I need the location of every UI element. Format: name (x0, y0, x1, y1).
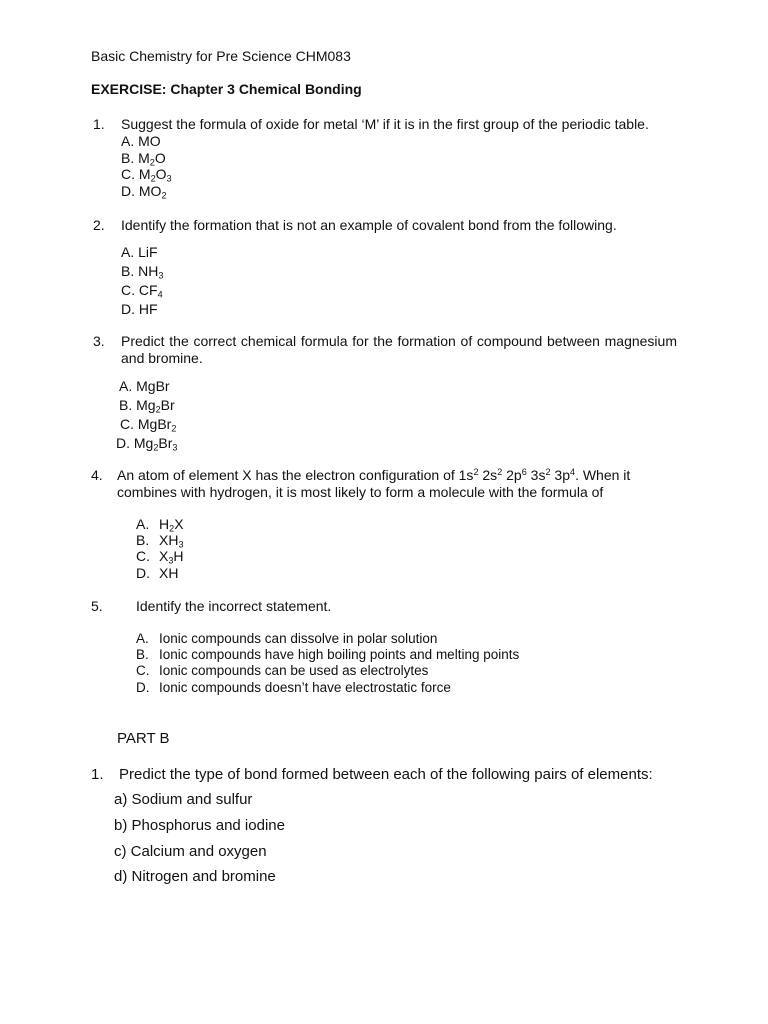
q3-text-line1: Predict the correct chemical formula for the formation of compound between magnesium (121, 333, 677, 349)
q5-option-d-letter: D. (136, 680, 150, 695)
q2-option-d: D. HF (121, 301, 158, 317)
q5-option-b-letter: B. (136, 647, 149, 662)
part-b-q1-number: 1. (91, 766, 104, 783)
q3-text (121, 333, 677, 349)
q4-option-c: $X_3H$ (159, 548, 184, 566)
part-b-item-d: d) Nitrogen and bromine (114, 868, 276, 885)
part-b-item-c: c) Calcium and oxygen (114, 843, 267, 860)
course-title: Basic Chemistry for Pre Science CHM083 (91, 48, 351, 64)
q4-option-d-letter: D. (136, 565, 150, 581)
q5-option-a: Ionic compounds can dissolve in polar solution (159, 631, 438, 646)
q4-text-line2: combines with hydrogen, it is most likely to form a molecule with the formula of (117, 484, 604, 500)
q4-number: 4. (91, 467, 103, 483)
q3-option-c: C. MgBr$_2$ (120, 416, 177, 434)
part-b-q1-text: Predict the type of bond formed between each of the following pairs of elements: (119, 766, 653, 783)
q5-option-c: Ionic compounds can be used as electrolytes (159, 663, 429, 678)
q5-option-a-letter: A. (136, 631, 149, 646)
part-b-item-a: a) Sodium and sulfur (114, 791, 253, 808)
q1-option-c: C. $M_2O_3$ (121, 166, 172, 184)
q3-option-a: A. MgBr (119, 378, 170, 394)
q4-option-c-letter: C. (136, 548, 150, 564)
q1-option-b: B. $M_2O$ (121, 150, 166, 168)
q5-option-d: Ionic compounds doesn’t have electrostatic force (159, 680, 451, 695)
q4-option-a-letter: A. (136, 516, 150, 532)
q2-text: Identify the formation that is not an example of covalent bond from the following. (121, 217, 617, 233)
q3-option-b: B. $Mg_2Br$ (119, 397, 175, 415)
q1-number: 1. (93, 116, 105, 132)
q2-number: 2. (93, 217, 105, 233)
q4-option-b: $XH_3$ (159, 532, 184, 550)
q4-option-d: XH (159, 565, 179, 581)
part-b-item-b: b) Phosphorus and iodine (114, 817, 285, 834)
part-b-heading: PART B (117, 730, 170, 747)
q5-option-b: Ionic compounds have high boiling points and melting points (159, 647, 520, 662)
q4-option-a: $H_2X$ (159, 516, 184, 534)
q2-option-a: A. LiF (121, 244, 158, 260)
q3-option-d: D. $Mg_2Br_3$ (116, 435, 178, 453)
exercise-title: EXERCISE: Chapter 3 Chemical Bonding (91, 81, 362, 97)
q4-option-b-letter: B. (136, 532, 150, 548)
q5-text: Identify the incorrect statement. (136, 598, 332, 614)
q1-option-d: D. $MO_2$ (121, 183, 167, 201)
q3-number: 3. (93, 333, 105, 349)
q5-option-c-letter: C. (136, 663, 150, 678)
q1-option-a: A. MO (121, 133, 161, 149)
q5-number: 5. (91, 598, 103, 614)
q2-option-c: C. $CF_4$ (121, 282, 163, 300)
q3-text-line2: and bromine. (121, 350, 203, 366)
q2-option-b: B. $NH_3$ (121, 263, 164, 281)
q4-text-line1: An atom of element X has the electron configuration of $1s^2$ $2s^2$ $2p^6$ $3s^2$ $3p^4$. When it (117, 467, 631, 483)
q1-text: Suggest the formula of oxide for metal ‘M’ if it is in the first group of the periodic table. (121, 116, 649, 132)
